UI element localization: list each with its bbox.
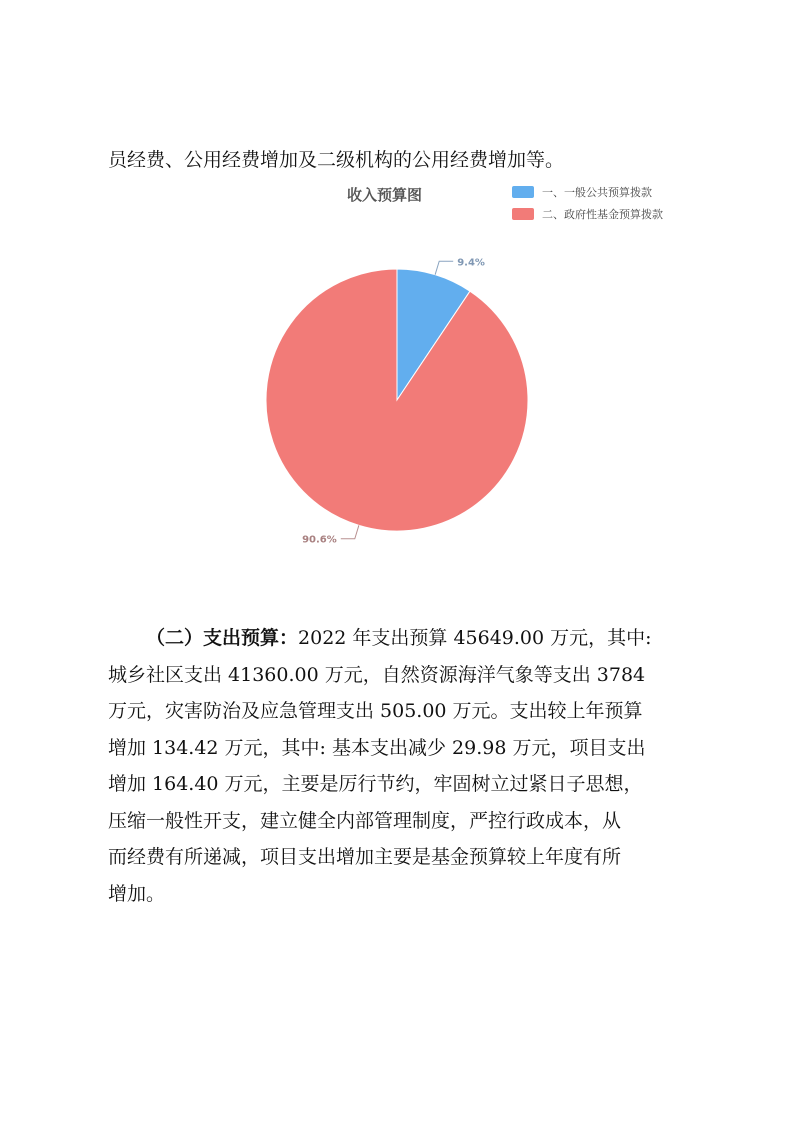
paragraph-line-1 xyxy=(108,620,688,657)
chart-legend xyxy=(512,185,663,221)
intro-paragraph xyxy=(108,142,688,179)
income-budget-pie-chart xyxy=(240,178,700,558)
legend-swatch-1 xyxy=(512,208,534,220)
chart-title: 收入预算图 xyxy=(347,186,423,204)
slice-label-1: 90.6% xyxy=(302,534,337,546)
legend-label-0: 一、一般公共预算拨款 xyxy=(542,186,652,199)
legend-swatch-0 xyxy=(512,186,534,198)
leader-line-1 xyxy=(341,525,359,538)
paragraph-line-3: 万元，灾害防治及应急管理支出 505.00 万元。支出较上年预算 xyxy=(108,700,643,722)
paragraph-line-4: 增加 134.42 万元，其中: 基本支出减少 29.98 万元，项目支出 xyxy=(108,736,646,759)
paragraph-line-8: 增加。 xyxy=(108,882,166,905)
paragraph-line-5: 增加 164.40 万元，主要是厉行节约，牢固树立过紧日子思想， xyxy=(108,773,643,795)
section-heading: （二）支出预算： xyxy=(146,627,299,649)
expenditure-budget-paragraph xyxy=(108,620,688,912)
pie-slice-government-fund-budget xyxy=(266,269,528,531)
leader-line-0 xyxy=(435,261,453,274)
pie-slices xyxy=(266,257,528,545)
paragraph-line-7: 而经费有所递减，项目支出增加主要是基金预算较上年度有所 xyxy=(108,846,622,868)
legend-label-1: 二、政府性基金预算拨款 xyxy=(542,208,663,221)
slice-label-0: 9.4% xyxy=(457,257,485,269)
paragraph-line-6: 压缩一般性开支，建立健全内部管理制度，严控行政成本，从 xyxy=(108,809,622,832)
intro-line: 员经费、公用经费增加及二级机构的公用经费增加等。 xyxy=(108,149,565,171)
paragraph-line-2: 城乡社区支出 41360.00 万元，自然资源海洋气象等支出 3784 xyxy=(108,663,646,686)
paragraph-text: 2022 年支出预算 45649.00 万元，其中: xyxy=(298,627,652,649)
